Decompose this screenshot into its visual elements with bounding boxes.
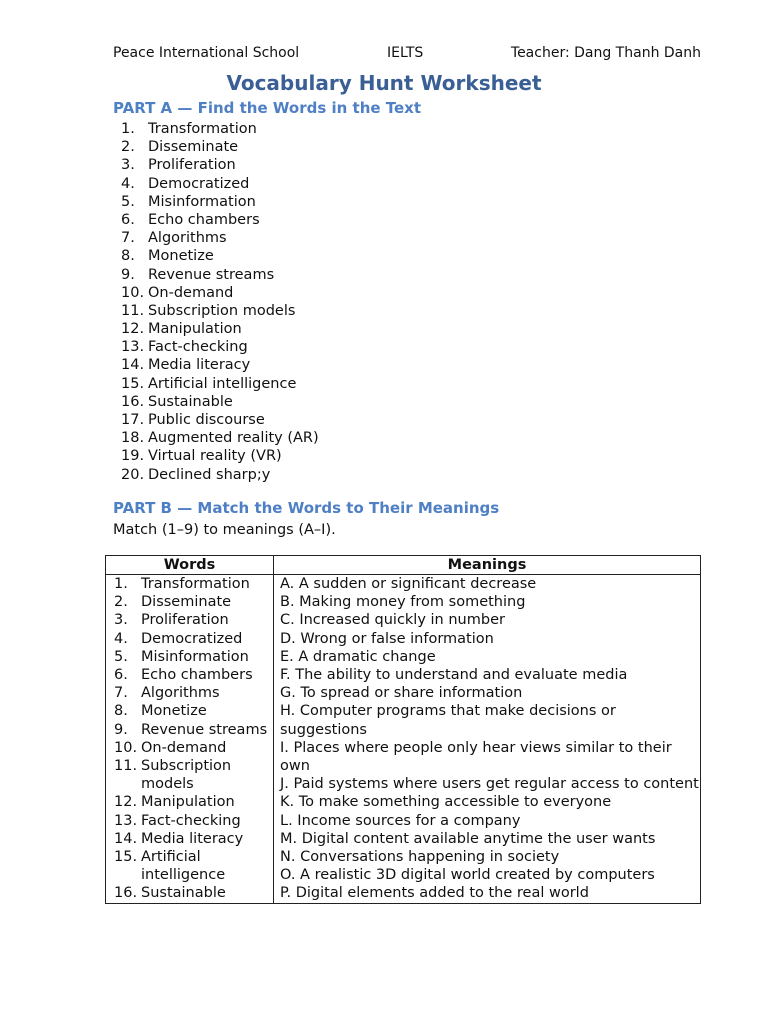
table-word-number: 9. xyxy=(114,721,128,738)
matching-table xyxy=(105,555,701,904)
list-item-number: 18. xyxy=(121,430,145,447)
table-word-text: Algorithms xyxy=(141,685,220,702)
list-item xyxy=(121,411,319,429)
table-word-number: 5. xyxy=(114,648,128,665)
list-item xyxy=(121,466,319,484)
meanings-list xyxy=(280,575,700,903)
list-item-word: Public discourse xyxy=(148,412,265,428)
list-item-number: 11. xyxy=(121,302,145,319)
table-word-item xyxy=(106,666,273,684)
table-word-text: On-demand xyxy=(141,739,227,756)
list-item-word: Declined sharp;y xyxy=(148,466,271,483)
table-word-item xyxy=(106,739,273,757)
list-item xyxy=(121,138,319,156)
part-a-word-list xyxy=(121,120,319,484)
list-item-number: 8. xyxy=(121,248,135,265)
list-item-word: Subscription models xyxy=(148,302,296,319)
worksheet-title: Vocabulary Hunt Worksheet xyxy=(226,71,542,95)
list-item xyxy=(121,266,319,284)
table-word-text: Echo chambers xyxy=(141,667,253,684)
list-item-word: Augmented reality (AR) xyxy=(148,430,319,447)
table-meaning-item: N. Conversations happening in society xyxy=(280,849,560,866)
list-item xyxy=(121,211,319,229)
list-item-number: 9. xyxy=(121,266,135,283)
table-word-text: Artificial intelligence xyxy=(141,849,226,884)
list-item-word: Manipulation xyxy=(148,321,242,338)
table-meaning-item: A. A sudden or significant decrease xyxy=(280,576,537,592)
table-meaning-item: O. A realistic 3D digital world created by computers xyxy=(280,867,655,884)
list-item xyxy=(121,247,319,265)
table-meaning-item: I. Places where people only hear views similar to their own xyxy=(280,739,672,775)
table-word-text: Manipulation xyxy=(141,794,235,811)
table-word-number: 13. xyxy=(114,812,138,829)
table-meaning-item: L. Income sources for a company xyxy=(280,812,521,829)
table-word-item xyxy=(106,684,273,702)
list-item-number: 2. xyxy=(121,139,135,156)
list-item-number: 1. xyxy=(121,121,135,137)
table-word-number: 1. xyxy=(114,576,128,592)
part-b-heading: PART B — Match the Words to Their Meanings xyxy=(113,499,500,517)
list-item-number: 20. xyxy=(121,466,145,483)
list-item-word: On-demand xyxy=(148,284,234,301)
table-meaning-item: K. To make something accessible to everyone xyxy=(280,794,612,811)
table-word-number: 11. xyxy=(114,758,138,775)
list-item-word: Transformation xyxy=(148,121,257,137)
table-meaning-item: C. Increased quickly in number xyxy=(280,612,505,629)
list-item xyxy=(121,356,319,374)
table-word-item xyxy=(106,757,273,793)
subject-name: IELTS xyxy=(387,45,424,61)
table-word-text: Misinformation xyxy=(141,648,249,665)
list-item xyxy=(121,375,319,393)
list-item-word: Monetize xyxy=(148,248,214,265)
list-item xyxy=(121,447,319,465)
list-item xyxy=(121,338,319,356)
list-item-number: 15. xyxy=(121,375,145,392)
table-word-number: 7. xyxy=(114,685,128,702)
table-word-text: Media literacy xyxy=(141,830,244,847)
list-item-word: Disseminate xyxy=(148,139,239,156)
table-word-number: 12. xyxy=(114,794,138,811)
list-item xyxy=(121,175,319,193)
list-item xyxy=(121,320,319,338)
table-word-number: 3. xyxy=(114,612,128,629)
list-item-number: 4. xyxy=(121,175,135,192)
table-word-text: Sustainable xyxy=(141,885,226,902)
list-item-number: 7. xyxy=(121,230,135,247)
table-word-number: 14. xyxy=(114,830,138,847)
list-item xyxy=(121,284,319,302)
list-item-number: 17. xyxy=(121,412,145,428)
list-item-word: Echo chambers xyxy=(148,211,260,228)
list-item xyxy=(121,229,319,247)
table-header-row xyxy=(106,556,701,575)
table-word-item xyxy=(106,848,273,884)
table-meaning-item: B. Making money from something xyxy=(280,594,526,611)
words-list xyxy=(106,575,273,903)
list-item xyxy=(121,302,319,320)
table-body-row xyxy=(106,575,701,904)
words-cell xyxy=(106,575,274,904)
table-meaning-item: P. Digital elements added to the real world xyxy=(280,885,589,902)
list-item xyxy=(121,120,319,138)
table-word-item xyxy=(106,793,273,811)
table-meaning-item: J. Paid systems where users get regular access to content xyxy=(280,776,699,793)
table-word-number: 6. xyxy=(114,667,128,684)
list-item-number: 14. xyxy=(121,357,145,374)
list-item-word: Artificial intelligence xyxy=(148,375,297,392)
table-word-item xyxy=(106,884,273,902)
school-name: Peace International School xyxy=(113,45,300,61)
list-item-word: Virtual reality (VR) xyxy=(148,448,282,465)
table-word-number: 16. xyxy=(114,885,138,902)
table-word-item xyxy=(106,702,273,720)
table-meaning-item: F. The ability to understand and evaluate media xyxy=(280,667,628,684)
list-item-word: Media literacy xyxy=(148,357,251,374)
list-item-word: Algorithms xyxy=(148,230,227,247)
list-item-word: Fact-checking xyxy=(148,339,248,356)
list-item-word: Misinformation xyxy=(148,193,256,210)
table-meaning-item: M. Digital content available anytime the user wants xyxy=(280,830,656,847)
list-item-number: 16. xyxy=(121,393,145,410)
table-word-text: Proliferation xyxy=(141,612,229,629)
list-item-number: 5. xyxy=(121,193,135,210)
table-word-text: Revenue streams xyxy=(141,721,268,738)
list-item-word: Revenue streams xyxy=(148,266,275,283)
table-word-text: Monetize xyxy=(141,703,207,720)
table-word-text: Democratized xyxy=(141,630,243,647)
table-word-number: 10. xyxy=(114,739,138,756)
list-item-word: Democratized xyxy=(148,175,250,192)
words-column-header: Words xyxy=(106,556,274,575)
list-item-number: 19. xyxy=(121,448,145,465)
table-meaning-item: D. Wrong or false information xyxy=(280,630,494,647)
table-word-item xyxy=(106,648,273,666)
table-word-number: 2. xyxy=(114,594,128,611)
table-meaning-item: G. To spread or share information xyxy=(280,685,523,702)
list-item-word: Sustainable xyxy=(148,393,233,410)
list-item xyxy=(121,429,319,447)
table-word-item xyxy=(106,721,273,739)
table-word-item xyxy=(106,611,273,629)
page-header xyxy=(113,45,701,63)
table-word-item xyxy=(106,593,273,611)
list-item-number: 6. xyxy=(121,211,135,228)
table-meaning-item: H. Computer programs that make decisions or suggestions xyxy=(280,703,616,738)
list-item-number: 13. xyxy=(121,339,145,356)
meanings-column-header: Meanings xyxy=(274,556,701,575)
table-word-number: 15. xyxy=(114,849,138,866)
table-word-number: 8. xyxy=(114,703,128,720)
list-item xyxy=(121,193,319,211)
list-item xyxy=(121,156,319,174)
table-word-item xyxy=(106,575,273,593)
part-a-heading: PART A — Find the Words in the Text xyxy=(113,99,422,117)
table-word-text: Subscription models xyxy=(141,758,232,793)
list-item xyxy=(121,393,319,411)
table-word-item xyxy=(106,630,273,648)
table-word-text: Fact-checking xyxy=(141,812,241,829)
meanings-cell xyxy=(274,575,701,904)
list-item-number: 3. xyxy=(121,157,135,174)
table-word-text: Transformation xyxy=(141,576,250,592)
list-item-number: 12. xyxy=(121,321,145,338)
table-word-text: Disseminate xyxy=(141,594,232,611)
list-item-number: 10. xyxy=(121,284,145,301)
table-word-item xyxy=(106,812,273,830)
teacher-name: Teacher: Dang Thanh Danh xyxy=(510,45,701,61)
list-item-word: Proliferation xyxy=(148,157,236,174)
part-b-instruction: Match (1–9) to meanings (A–I). xyxy=(113,522,336,538)
table-meaning-item: E. A dramatic change xyxy=(280,648,436,665)
table-word-number: 4. xyxy=(114,630,128,647)
table-word-item xyxy=(106,830,273,848)
